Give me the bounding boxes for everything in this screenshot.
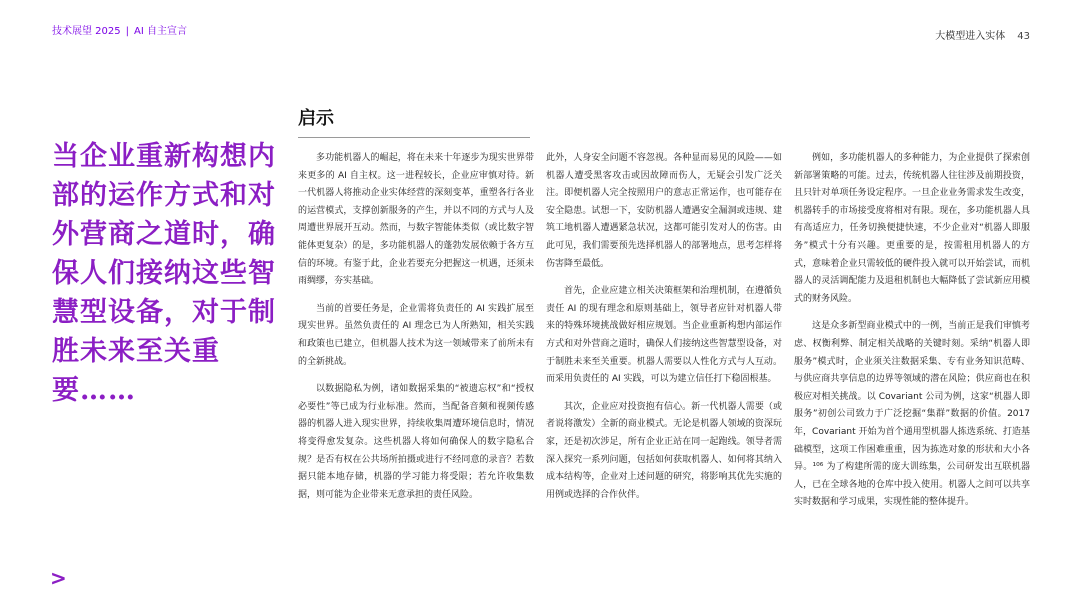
- paragraph: 当前的首要任务是，企业需将负责任的 AI 实践扩展至现实世界。虽然负责任的 AI 理念已为人所熟知，相关实践和政策也已建立，但机器人技术为这一领域带来了前所未有的全新挑战。: [298, 303, 534, 367]
- paragraph: 此外，人身安全问题不容忽视。各种显而易见的风险——如机器人遭受黑客攻击或因故障而伤人，无疑会引发广泛关注。即便机器人完全按照用户的意志正常运作，也可能存在安全隐患。试想一下，安防机器人遭遇安全漏洞或违规、建筑工地机器人遭遇紧急状况，这都可能引发对人的伤害。由此可见，我们需要预先选择机器人的部署地点，思考怎样将伤害降至最低。: [546, 153, 782, 269]
- paragraph: 首先，企业应建立相关决策框架和治理机制，在遵循负责任 AI 的现有理念和原则基础上，领导者应针对机器人带来的特殊环境挑战做好相应规划。当企业重新构想内部运作方式和对外营商之道时，确保人们接纳这些智慧型设备，对于制胜未来至关重要。机器人需要以人性化方式与人互动。而采用负责任的 AI 实践，可以为建立信任打下稳固根基。: [546, 286, 782, 385]
- paragraph: 这是众多新型商业模式中的一例，当前正是我们审慎考虑、权衡利弊、制定相关战略的关键时刻。采纳“机器人即服务”模式时，企业须关注数据采集、专有业务知识范畴、与供应商共享信息的边界等领域的潜在风险；供应商也在积极应对相关挑战。以 Covariant 公司为例，这家“机器人即服务”初创公司致力于广泛挖掘“集群”数据的价值。2017 年，Covariant 开始为首个通用型机器人拣选系统、打造基础模型，这项工作困难重重，因为拣选对象的形状和大小各异。¹⁰⁶ 为了构建所需的庞大训练集，公司研发出互联机器人，已在全球各地的仓库中投入使用。机器人之间可以共享实时数据和学习成果，实现性能的整体提升。: [794, 321, 1030, 508]
- report-subtitle: AI 自主宣言: [134, 26, 187, 37]
- paragraph: 以数据隐私为例，诸如数据采集的“被遗忘权”和“授权必要性”等已成为行业标准。然而，当配备音频和视频传感器的机器人进入现实世界，持续收集周遭环境信息时，情况将变得愈发复杂。这些机器人将如何确保人的数字隐私合规？是否有权在公共场所拍摄或进行不经同意的录音？若数据只能本地存储，机器的学习能力将受限；若允许收集数据，则可能为企业带来无意承担的责任风险。: [298, 384, 534, 500]
- report-title: 技术展望 2025: [52, 26, 121, 37]
- brand-arrow-icon: >: [50, 566, 67, 590]
- header-left: [52, 22, 187, 37]
- paragraph: 例如，多功能机器人的多种能力，为企业提供了探索创新部署策略的可能。过去，传统机器人往往涉及前期投资，且只针对单项任务设定程序。一旦企业业务需求发生改变，机器转手的市场接受度将相对有限。现在，多功能机器人具有高适应力，任务切换便捷快速，不少企业对“机器人即服务”模式十分有兴趣。更重要的是，按需租用机器人的方式，意味着企业只需较低的硬件投入就可以开始尝试，而机器人的灵活调配能力及退租机制也大幅降低了尝试新应用模式的财务风险。: [794, 153, 1030, 304]
- paragraph: 多功能机器人的崛起，将在未来十年逐步为现实世界带来更多的 AI 自主权。这一进程较长，企业应审慎对待。新一代机器人将推动企业实体经营的深刻变革，重塑各行各业的运营模式，支撑创新服务的产生，并以不同的方式与人及周遭世界展开互动。然而，与数字智能体类似（或比数字智能体更复杂）的是，多功能机器人的蓬勃发展依赖于各方互信的环境。有鉴于此，企业若要充分把握这一机遇，还须未雨绸缪，夯实基础。: [298, 153, 534, 287]
- paragraph: 其次，企业应对投资抱有信心。新一代机器人需要（或者说将激发）全新的商业模式。无论是机器人领域的资深玩家，还是初次涉足，所有企业正站在同一起跑线。领导者需深入探究一系列问题，包括如何获取机器人、如何将其纳入成本结构等，企业对上述问题的研究，将影响其优先实施的用例或选择的合作伙伴。: [546, 401, 782, 500]
- section-title: 启示: [298, 108, 334, 129]
- header-right: [935, 27, 1030, 42]
- text-column-2: [546, 150, 782, 514]
- header-separator: |: [125, 26, 130, 37]
- pull-quote-headline: 当企业重新构想内部的运作方式和对外营商之道时，确保人们接纳这些智慧型设备，对于制胜未来至关重要……: [52, 141, 276, 406]
- text-column-1: [298, 150, 534, 514]
- text-column-3: [794, 150, 1030, 522]
- page-number: 43: [1017, 31, 1030, 42]
- section-divider: [298, 137, 530, 138]
- chapter-title: 大模型进入实体: [935, 31, 1006, 42]
